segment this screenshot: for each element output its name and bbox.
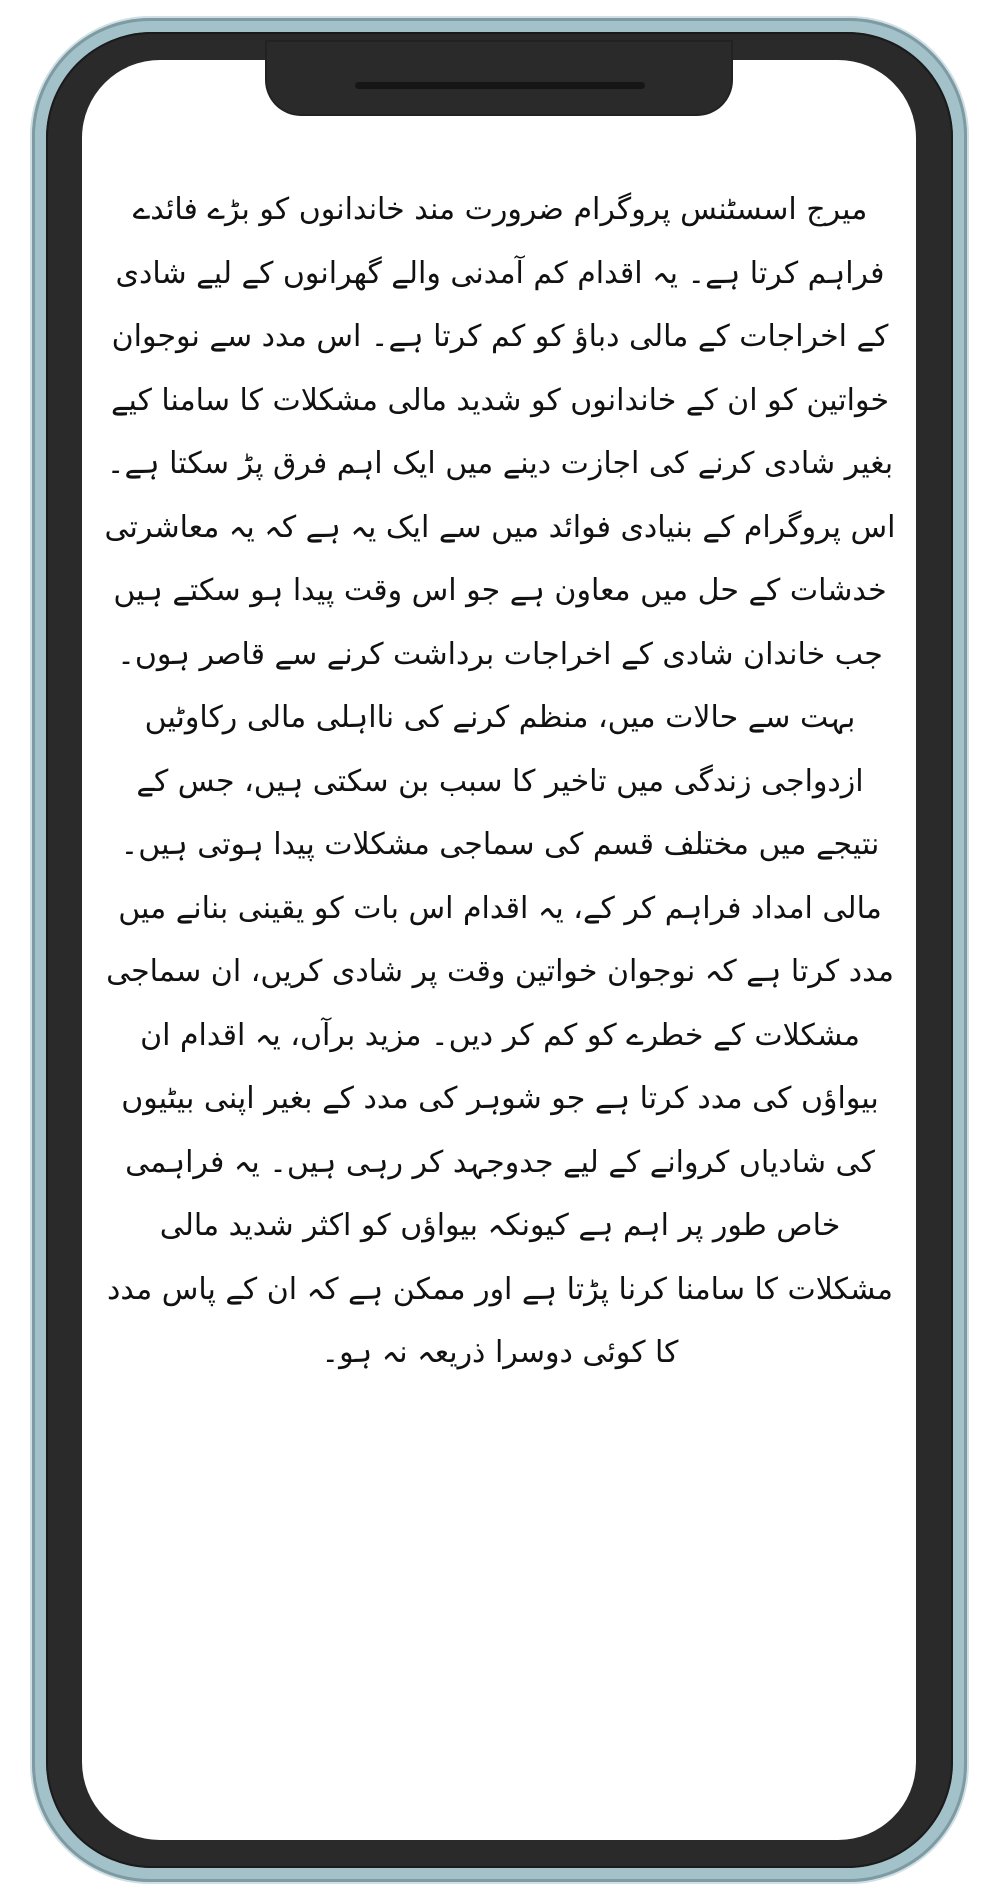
phone-notch [267, 42, 731, 114]
article-body [104, 178, 896, 1385]
paragraph-intro: میرج اسسٹنس پروگرام ضرورت مند خاندانوں کو بڑے فائدے فراہم کرتا ہے۔ یہ اقدام کم آمدنی والے گھرانوں کے لیے شادی کے اخراجات کے مالی دباؤ کو کم کرتا ہے۔ اس مدد سے نوجوان خواتین کو ان کے خاندانوں کو شدید مالی مشکلات کا سامنا کیے بغیر شادی کرنے کی اجازت دینے میں ایک اہم فرق پڑ سکتا ہے۔ [106, 192, 894, 481]
speaker-grille [355, 82, 645, 89]
paragraph-benefits: اس پروگرام کے بنیادی فوائد میں سے ایک یہ ہے کہ یہ معاشرتی خدشات کے حل میں معاون ہے جو اس وقت پیدا ہو سکتے ہیں جب خاندان شادی کے اخراجات برداشت کرنے سے قاصر ہوں۔ بہت سے حالات میں، منظم کرنے کی نااہلی مالی رکاوٹیں ازدواجی زندگی میں تاخیر کا سبب بن سکتی ہیں، جس کے نتیجے میں مختلف قسم کی سماجی مشکلات پیدا ہوتی ہیں۔ مالی امداد فراہم کر کے، یہ اقدام اس بات کو یقینی بنانے میں مدد کرتا ہے کہ نوجوان خواتین وقت پر شادی کریں، ان سماجی مشکلات کے خطرے کو کم کر دیں۔ مزید برآں، یہ اقدام ان بیواؤں کی مدد کرتا ہے جو شوہر کی مدد کے بغیر اپنی بیٹیوں کی شادیاں کروانے کے لیے جدوجہد کر رہی ہیں۔ یہ فراہمی خاص طور پر اہم ہے کیونکہ بیواؤں کو اکثر شدید مالی مشکلات کا سامنا کرنا پڑتا ہے اور ممکن ہے کہ ان کے پاس مدد کا کوئی دوسرا ذریعہ نہ ہو۔ [104, 509, 896, 1370]
